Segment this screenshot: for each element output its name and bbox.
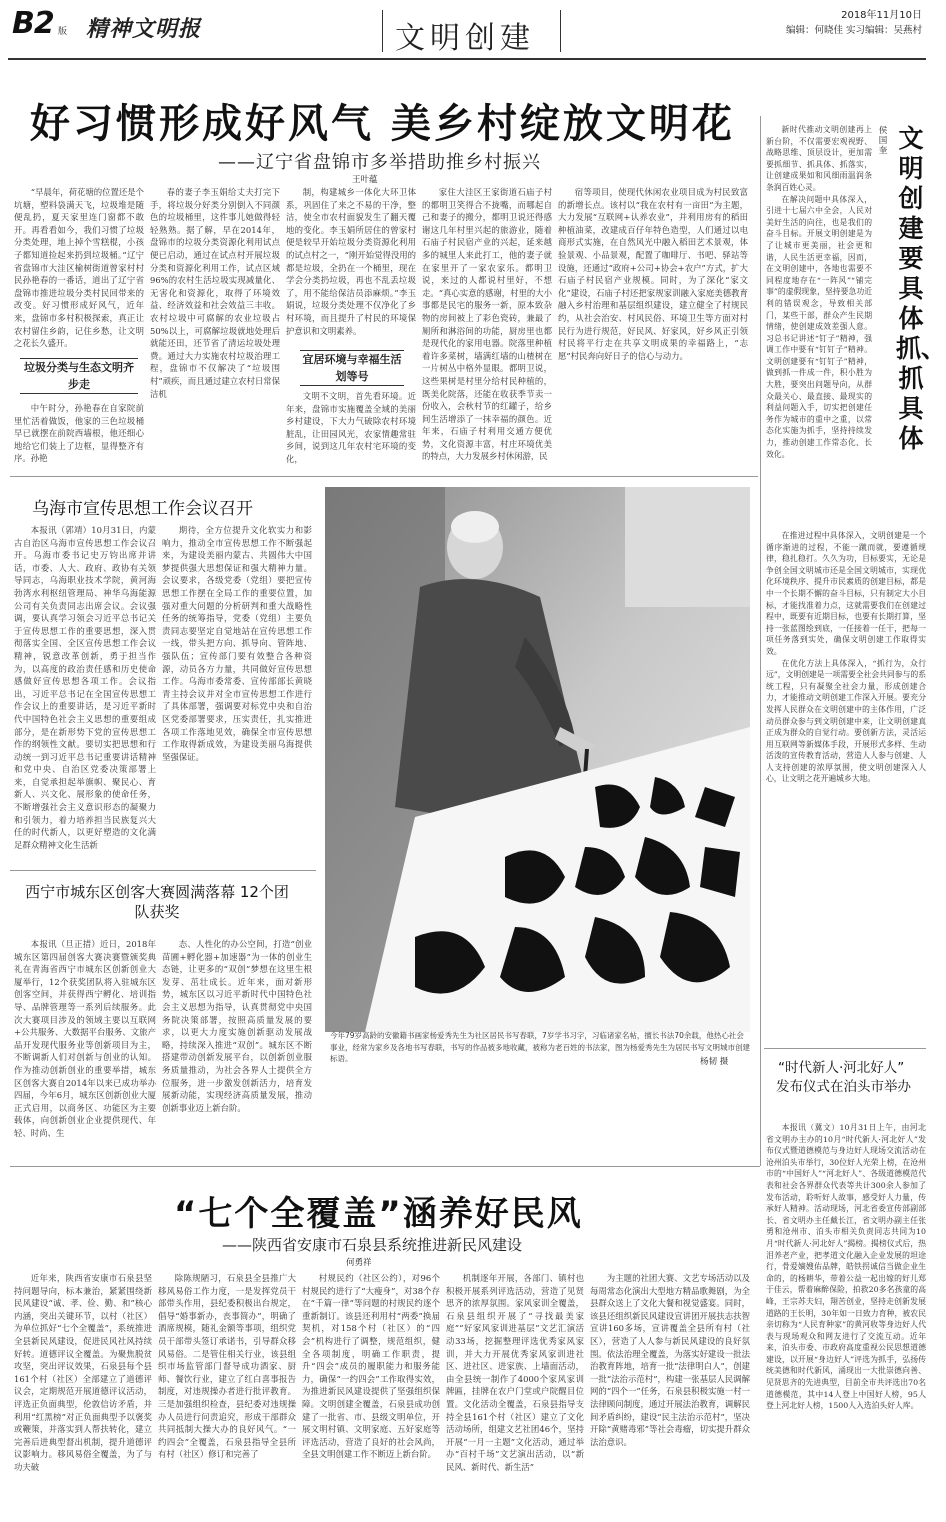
lead-col-5 xyxy=(558,186,748,362)
calligraphy-photo-image xyxy=(325,487,750,1032)
ankang-col-1-text: 近年来，陕西省安康市石泉县坚持问题导向，标本兼治，紧紧围绕新民风建设“诚、孝、俭、勤、和”核心内涵，突出关键环节，以村（社区）为单位抓好“七个全覆盖”，系统推进全县新民风建设，促进民风社风持续好转。道德评议全覆盖。为聚焦脱贫攻坚，突出评议效果，石泉县每个县161个村（社区）全部建立了道德评议会，定期规范开展道德评议活动，评选正负面典型，伦敦信访矛盾，并利用“红黑榜”对正负面典型予以褒奖或鞭策，并落实到人帮扶转化，建立完善后进典型督出机制，提升道德评议影响力。移风易俗全覆盖，为了与功夫破 xyxy=(14,1273,152,1472)
hebei-title-1: “时代新人·河北好人” xyxy=(778,1060,905,1076)
lead-headline: 好习惯形成好风气 美乡村绽放文明花 xyxy=(30,101,735,147)
lead-bottom-rule xyxy=(10,476,758,477)
lead-col-1b xyxy=(14,402,144,465)
right-column-divider xyxy=(760,116,761,1166)
section-title: 文明创建 xyxy=(395,21,535,56)
lead-col-5-text: 宿等项目，使现代休闲农业项目成为村民致富的新增长点。该村以“我在农村有一亩田”为主题，大力发展“互联网+认养农业”，并利用房有的稻田种植油菜，改建成百仔年特色造型，人们通过以电商形式实施，在自然风光中融入稻田艺术景观，体验景观、小品景观，配置了咖啡厅、书吧、驿站等设施，还通过“政府+公司+协会+农户”方式，扩大石庙子村民宿产业规模。同时，为了深化“家文化”建设，石庙子村还把家规家训融入家庭美德教育融入乡村治理和基层组织建设，建立健全了村规民约，从社会治安、村风民俗、环境卫生等方面对村民行为进行规范，好民风、好家风，好乡风正引领村民将平行走在共享文明成果的幸福路上，“志愿”村民奔向好日子的信心与动力。 xyxy=(558,187,748,361)
wuhai-col-1-text: 本报讯（郭靖）10月31日，内蒙古自治区乌海市宣传思想工作会议召开。乌海市委书记史万钧出席并讲话，市委、人大、政府、政协有关领导同志，乌海职业技术学院，黄河海勃湾水利枢纽管理局、神华乌海能源公司有关负责同志出席会议。会议强调，要认真学习领会习近平总书记关于宣传思想工作的重要思想，深入贯彻落实全国、全区宣传思想工作会议精神，锐意改革创新，勇于担当作为，以高度的政治责任感和历史使命感做好宣传思想各项工作。会议指出，习近平总书记在全国宣传思想工作会议上的重要讲话，是习近平新时代中国特色社会主义思想的重要组成部分，是在新形势下党的宣传思想工作的纲领性文献。要切实把思想和行动统一到习近平总书记重要讲话精神和党中央、自治区党委决策部署上来，自觉承担起举旗帜、聚民心、育新人、兴文化、展形象的使命任务，不断增强社会主义意识形态的凝聚力和引领力，着力培养担当民族复兴大任的时代新人，以更好塑造的文化满足群众精神文化生活新 xyxy=(14,525,156,850)
lead-col-1-text: “早晨年，荷花塘的位置还是个坑塘，塑料袋满天飞，垃圾堆是随便乱扔，夏天家里连门窗都不敢开。再看看如今，我们习惯了垃圾分类处理，地上掉个雪糕棍，小孩子都知道捡起来扔到垃圾桶。”辽宁省盘锦市大洼区榆树街道曾家村村民孙艳春的一番话，道出了辽宁省盘锦市推进垃圾分类村民回带来的改变。好习惯形成好风气，近年来，盘锦市多村积极探索，真正让农村留住乡韵，记住乡愁，让文明之花长久盛开。 xyxy=(14,187,144,349)
masthead-rule xyxy=(8,58,926,60)
commentary-p2: 在解决问题中具体深入，引进十七届六中全会，人民对美好生活的向往，也是我们的奋斗目标。开展文明创建是为了让城市更美丽，社会更和谐，人民生活更幸福，因而，在文明创建中，各地也需要不同程度地存在“一阵风”“铺完事”的虚假现象，坚持要急功近利的错误观念，导致相关部门，某些干部，群众产生民期情绪，使创建成效差强人意。习总书记讲述“钉子”精神，强调工作中要有“钉钉子”精神。文明创建要有“钉钉子”精神，做到抓一件成一件，积小胜为大胜，要突出问题导向，从群众最关心、最直接、最现实的利益问题入手，切实把创建任务作为城市的重中之重，以常态化实施为抓手，坚持持续发力，推动创建工作常态化、长效化。 xyxy=(766,194,872,459)
commentary-body xyxy=(766,124,872,460)
commentary-p3: 在推进过程中具体深入，文明创建是一个循序渐进的过程，不能一蹴而就，要遵循规律，稳扎稳打。久久为功，目标要实，无论是争创全国文明城市还是全国文明城市，实现优化环境秩序、提升市民素质的创建目标，都是中一个长期不懈的奋斗目标，只有制定大小目标，才能找准着力点，这就需要我们在创建过程中，既要有近期目标，也要有长期打算，坚持一张蓝图绘到底，一任接着一任干，把每一项任务落到实处，确保文明创建工作取得实效。 xyxy=(766,531,926,656)
page-ban-label: 版 xyxy=(58,27,68,37)
wuhai-bottom-rule xyxy=(10,870,316,871)
photo-caption: 今年79岁高龄的安徽籍书画家杨爱秀先生为社区居民书写春联，7岁学书习字，习临诸家名帖，擅长书法70余载，他热心社会事业，经常为家乡及各地书写春联，书写的作品被多地收藏，被称为老百姓的书法家，图为杨爱秀先生为居民书写文明城市创建标语。 xyxy=(330,1031,750,1063)
hebei-body xyxy=(766,1122,926,1412)
newspaper-name: 精神文明报 xyxy=(86,16,202,42)
lead-col-4-text: 家住大洼区王家街道石庙子村的都明卫笑得合不拢嘴，而哪起自己和妻子的搬分，都明卫说还得感谢这几年村里兴起的旅游业，随着石庙子村民宿产业的兴起，延来越多的城里人来此打工，他的妻子就在家里开了一家农家乐。都明卫说，来过的人都说村里好，不想走。“真心实意的感谢，村里的大小事都是民宅的服务一新，原本致杂物的房间被上了彩色瓷砖，兼最了厕所和淋浴间的功能，厨房里也都是现代化的家用电器。院落里种植着许多菜树，墙满红墙的山楂树在一片树丛中格外显眼。都明卫说，这些果树是村里分给村民种植的，既美化院落，还能在收获季节卖一份收入，会秋村节的红罐子，给乡间生活增添了一抹幸福的颜色。近年来，石庙子村利用交通方便优势，文化资源丰富，村庄环境优美的特点，大力发展乡村休闲游，民 xyxy=(422,187,552,462)
ankang-subtitle: ——陕西省安康市石泉县系统推进新民风建设 xyxy=(222,1236,523,1254)
ankang-col-2-text: 除陈规陋习，石泉县全县推广大移风易俗工作力度，一是发挥党员干部带头作用，县纪委积极出台规定，倡导“婚事新办，丧事简办”，明确了酒席规模，随礼金额等事项，组织党员干部带头签订承诺书，引导群众移风易俗。二是管住相关行业，该县组织市场监管部门督导成功酒家、厨师、餐饮行业，建立了红白喜事报告制度，对违规操办者进行批评教育。三是加强组织检查，县纪委对违规操办人员进行问责追究，形成干部群众共同抵制大操大办的良好风气。“一约四会”全覆盖，石泉县指导全县所有村（社区）修订和完善了 xyxy=(158,1273,296,1460)
section-frame-left xyxy=(382,10,391,52)
ankang-headline: “七个全覆盖”涵养好民风 xyxy=(174,1194,583,1234)
xining-title: 西宁市城东区创客大赛圆满落幕 12个团队获奖 xyxy=(25,883,289,921)
lead-col-3b-text: 文明不文明，首先看环境。近年来，盘锦市实施覆盖全域的美丽乡村建设，下大力气破除农村环境脏乱，让田园风光，农家情趣常驻乡间，说到这几年农村宅环境的变化， xyxy=(286,391,416,464)
ankang-col-3 xyxy=(302,1272,440,1461)
ankang-author: 何勇祥 xyxy=(346,1258,372,1268)
lead-col-1-subhead: 垃圾分类与生态文明齐步走 xyxy=(20,358,138,394)
ankang-col-2 xyxy=(158,1272,296,1461)
commentary-p4: 在优化方法上具体深入，“抓行为，众行远”，文明创建是一项需要全社会共同参与的系统工程，只有凝聚全社会力量，形成创建合力，才能推动文明创建工作深入开展。要充分发挥人民群众在文明创建中的主体作用，广泛动员群众参与到文明创建中来，让文明创建真正成为群众的自觉行动。要创新方法，灵活运用互联网等新媒体手段，开展形式多样、生动活泼的宣传教育活动，营造人人参与创建、人人支持创建的浓厚氛围，使文明创建深入人心，让文明之花开遍城乡大地。 xyxy=(766,658,926,784)
xining-col-2 xyxy=(162,938,312,1114)
lead-col-1b-text: 中午时分，孙艳春在自家院前里忙活着做饭，他家的三色垃圾桶早已就摆在前院西墙根，他还细心地给它们装上了边框，显得整齐有序。孙艳 xyxy=(14,403,144,464)
ankang-col-5-text: 为主题的社团大赛、文艺专场活动以及每周常态化演出大型地方精品歌舞剧，为全县群众送上了文化大餐和视觉盛宴。同时，该县还组织新民风建设宣讲团开展扶志扶智宣讲160多场，宣讲覆盖全县所有村（社区），营造了人人参与新民风建设的良好氛围。依法治理全覆盖，为落实好建设一批法治教育阵地，培育一批“法律明白人”，创建一批“法治示范村”，构建一张基层人民调解网的“四个一”任务，石泉县积极实施一村一法律顾问制度，通过开展法治教育，调解民间矛盾纠纷，建设“民主法治示范村”，坚决开除“黄赌毒邪”等社会毒瘤，切实提升群众法治意识。 xyxy=(590,1273,750,1447)
commentary-body-lower xyxy=(766,530,926,785)
page-number: B2 xyxy=(12,6,54,41)
wuhai-col-1 xyxy=(14,524,156,851)
wuhai-col-2-text: 期待，全方位提升文化软实力和影响力，推动全市宣传思想工作不断强起来，为建设美丽内蒙古、共圆伟大中国梦提供强大思想保证和强大精神力量。会议要求，各级党委（党组）要把宣传思想工作摆在全局工作的重要位置，加强对重大问题的分析研判和重大战略性任务的统筹指导，党委（党组）主要负责同志要坚定自觉地站在宣传思想工作一线，带头把方向、抓导向、管阵地、强队伍；宣传部门要有效整合各种资源，动员各方力量，共同做好宣传思想工作。乌海市委常委、宣传部部长黄晓青主持会议并对全市宣传思想工作进行了具体部署，强调要对标党中央和自治区党委部署要求，压实责任，扎实推进各项工作落地见效，确保全市宣传思想工作取得新成效，为建设美丽乌海提供坚强保证。 xyxy=(162,525,312,762)
wuhai-col-2 xyxy=(162,524,312,763)
ankang-col-4-text: 机制逐年开展，各部门、镇村也积极开展系列评选活动，营造了见贤思齐的浓厚氛围。家风家训全覆盖，石泉县组织开展了“寻找最美家庭”“好家风家训进基层”文艺汇演活动33场，挖掘整理评选优秀家风家训，并大力开展优秀家风家训进社区、进社区、进家族、上墙面活动，由全县统一制作了4000个家风家训牌匾，挂牌在农户门堂或户院醒目位置。文化活动全覆盖，石泉县指导支持全县161个村（社区）建立了文化活动场所，组建文艺社团46个，坚持开展“一月一主题”文化活动，通过举办“百村千场”文艺演出活动，以“新民风、新时代、新生活” xyxy=(446,1273,584,1472)
lead-col-3b xyxy=(286,390,416,466)
lead-col-3-text: 制，构建城乡一体化大环卫体系，巩固住了来之不易的干净，整洁，使全市农村面貌发生了翻天覆地的变化。李玉娟所居住的曾家村便是较早开始垃圾分类资源化利用的试点村之一，“刚开始觉得没用的都是垃圾，全扔在一个桶里，现在学会分类扔垃圾，再也不乱丢垃圾了，用不能给保洁员添麻烦。”李玉娟说，垃圾分类处理不仅净化了乡村环境，而且提升了村民的环境保护意识和文明素养。 xyxy=(286,187,416,336)
ankang-top-rule xyxy=(10,1166,760,1167)
ankang-col-5 xyxy=(590,1272,750,1448)
lead-col-3-subhead: 宜居环境与幸福生活划等号 xyxy=(300,350,404,386)
ankang-col-4 xyxy=(446,1272,584,1474)
lead-col-4 xyxy=(422,186,552,463)
lead-col-1 xyxy=(14,186,144,350)
hebei-top-rule xyxy=(764,1048,926,1049)
ankang-col-1 xyxy=(14,1272,152,1474)
xining-col-1 xyxy=(14,938,156,1140)
photo-credit: 杨韧 摄 xyxy=(700,1057,729,1067)
lead-col-3 xyxy=(286,186,416,337)
commentary-author: 侯国奎 xyxy=(878,126,888,156)
calligraphy-photo xyxy=(325,487,750,1032)
wuhai-title: 乌海市宣传思想工作会议召开 xyxy=(32,499,253,519)
xining-col-2-text: 态、人性化的办公空间，打造“创业苗圃+孵化器+加速器”为一体的创业生态链，让更多的“双创”梦想在这里生根发芽、茁壮成长。近年来，面对新形势，城东区以习近平新时代中国特色社会主义思想为指导，认真贯彻党中央国务院决策部署，按照高质量发展的要求，以更大力度实施创新驱动发展战略，持续深入推进“双创”。城东区不断搭建带动创新发展平台，以创新创业服务质量推动，为社会各界人士提供全方位服务，进一步激发创新活力，培育发展新动能，实现经济高质量发展，推动创新事业迈上新台阶。 xyxy=(162,939,312,1113)
lead-col-2 xyxy=(150,186,280,400)
editor-credit: 编辑：何晓佳 实习编辑：吴燕村 xyxy=(785,25,922,36)
section-frame-right xyxy=(552,10,561,52)
lead-author: 王叶蕴 xyxy=(352,175,378,185)
hebei-title-2: 发布仪式在泊头市举办 xyxy=(776,1079,911,1095)
lead-col-2-text: 春的妻子李玉娟给丈夫打完下手，将垃圾分好类分别倒入不同颜色的垃圾桶里，这件事儿她做得轻轻熟熟。据了解，早在2014年，盘锦市的垃圾分类资源化利用试点便已启动，通过在试点村开展垃圾分类和资源化利用工作，试点区域96%的农村生活垃圾实现减量化、无害化和资源化，取得了环境效益、经济效益和社会效益三丰收。农村垃圾中可腐解的农业垃圾占50%以上，可腐解垃圾就地处理后就能还田，还节省了清运垃圾处理费。通过大力实施农村垃圾治理工程，盘锦市不仅解决了“垃圾围村”顽疾，而且通过建立农村日常保洁机 xyxy=(150,187,280,399)
hebei-body-text: 本报讯（冀文）10月31日上午，由河北省文明办主办的10月“时代新人·河北好人”发布仪式暨道德模范与身边好人现场交流活动在沧州泊头市举行，30位好人光荣上榜，在沧州市的“中国好人”“河北好人”、各级道德模范代表和社会各界群众代表等共计300余人参加了发布活动，聆听好人故事，感受好人力量，传承好人精神。活动现场，河北省委宣传部副部长、省文明办主任戴长江，省文明办副主任张勇和沧州市、泊头市相关负责同志共同为10月“时代新人·河北好人”揭榜。揭榜仪式后，热泪养老产业，把孝道文化融入企业发展的坦途行，骨爱嫡嫂佑品牌，皓铁拐诚信当做企业生命的，的杨耕华，带着公益一起出嫁的好儿郑于佳云，帮着麻醉保险，拍救20多名孩童的高峰，王宗苏夫妇，翔苦创业，坚持走创新发展道路的王长明，30年如一日致力育种，被农民亲切称为“人民育种家”的黄河收等身边好人代表与现场观众和网友进行了交流互动。近年来，泊头市委、市政府高度重视公民思想道德建设，以开展“身边好人”评选为抓手，弘扬传统美德和时代新风，涌现出一大批崇德向善、见贤思齐的先进典型，目前全市共评选出70名道德模范，其中14人登上中国好人榜，95人登上河北好人榜，1500人入选泊头好人库。 xyxy=(766,1123,926,1411)
commentary-p1: 新时代推动文明创建再上新台阶，不仅需要宏观视野、战略思维、顶层设计，更加需要抓细节、抓具体、抓落实，让创建成果如和风细雨温润条条润百姓心灵。 xyxy=(766,125,872,192)
issue-date: 2018年11月10日 xyxy=(841,10,922,21)
xining-col-1-text: 本报讯（旦正措）近日，2018年城东区第四届创客大赛决赛暨颁奖典礼在青海省西宁市城东区创新创业大厦举行，12个获奖团队将入驻城东区创客空间，并获得西宁孵化、培训指导、品牌管理等一系列后续服务。此次大赛项目涉及的领域主要以互联网+公共服务、大数据平台服务、文旅产品开发现代服务业等创新项目为主，不断调新人们对创新与创业的认知。作为推动创新创业的重要举措，城东区创客大赛自2014年以来已成功举办四届，今年6月，城东区创新创业大厦正式启用，以商务区、功能区为主要载体，向创新创业企业提供现代、年轻、时尚、生 xyxy=(14,939,156,1138)
commentary-title: 文明创建要具体抓、抓具体 xyxy=(896,124,946,453)
lead-subtitle: ——辽宁省盘锦市多举措助推乡村振兴 xyxy=(218,152,541,173)
ankang-col-3-text: 村规民约（社区公约），对96个村规民约进行了“大瘦身”，对38个存在“千篇一律”等问题的村规民约逐个重新制订。该县还利用村“两委”换届契机，对158个村（社区）的“四会”机构进行了调整，规范组织，健全各项制度，明确工作职责，提升“四会”成员的履职能力和服务能力，确保“一约四会”工作取得实效，为推进新民风建设提供了坚强组织保障。文明创建全覆盖，石泉县成功创建了一批省、市、县级文明单位，开展文明村镇、文明家庭、五好家庭等评选活动，营造了良好的社会风尚，全县文明创建工作不断迈上新台阶。 xyxy=(302,1273,440,1460)
